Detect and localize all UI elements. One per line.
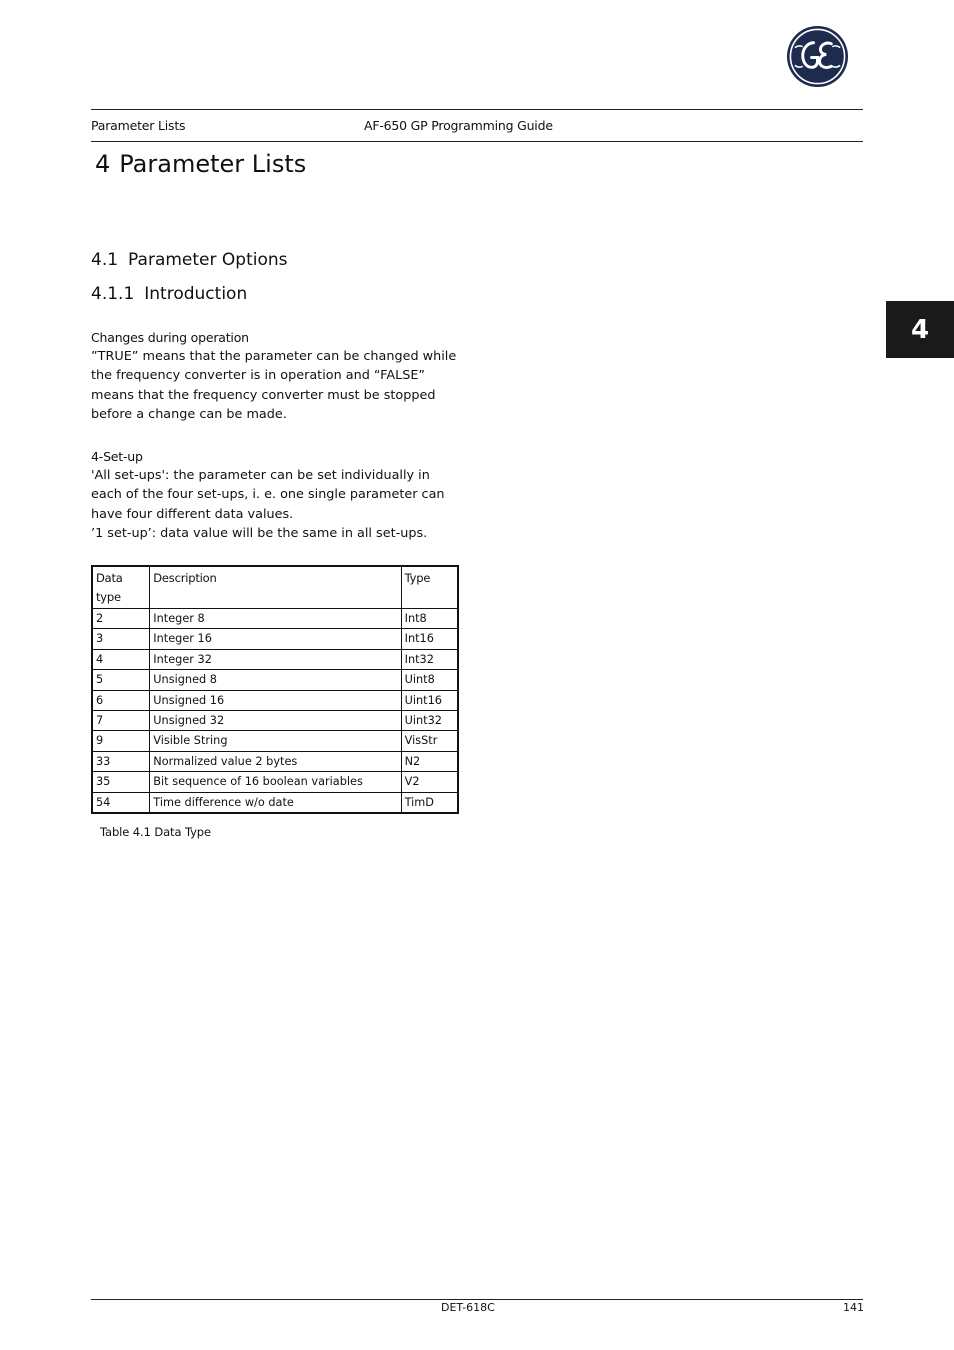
table-row <box>92 710 458 730</box>
table-row <box>92 670 458 690</box>
cell-type: V2 <box>401 772 458 792</box>
chapter-title-text: Parameter Lists <box>119 150 307 178</box>
table-caption: Table 4.1 Data Type <box>100 825 211 839</box>
cell-data-type: 33 <box>92 751 150 771</box>
changes-heading: Changes during operation <box>91 330 249 345</box>
cell-data-type: 7 <box>92 710 150 730</box>
table-row <box>92 772 458 792</box>
header-section: Parameter Lists <box>91 118 186 133</box>
header-top-rule <box>91 109 863 110</box>
header-type: Type <box>401 566 458 609</box>
page-number: 141 <box>843 1301 864 1314</box>
cell-description: Integer 16 <box>150 629 401 649</box>
chapter-number: 4 <box>95 150 111 178</box>
changes-paragraph: ”TRUE” means that the parameter can be changed while the frequency converter is in operation and “FALSE” means that the frequency converter must be stopped before a change can be made. <box>91 349 457 422</box>
cell-description: Integer 8 <box>150 609 401 629</box>
data-type-table <box>91 565 459 814</box>
header-bottom-rule <box>91 141 863 142</box>
footer-doc-id: DET-618C <box>441 1301 495 1314</box>
section-number: 4.1 <box>91 250 119 270</box>
subsection-title: Introduction <box>144 284 248 304</box>
section-heading-4-1-1 <box>91 284 247 304</box>
cell-data-type: 6 <box>92 690 150 710</box>
cell-description: Unsigned 32 <box>150 710 401 730</box>
footer-rule <box>91 1299 863 1300</box>
cell-type: TimD <box>401 792 458 813</box>
cell-type: VisStr <box>401 731 458 751</box>
cell-data-type: 54 <box>92 792 150 813</box>
cell-type: Int32 <box>401 649 458 669</box>
cell-data-type: 35 <box>92 772 150 792</box>
setup-paragraph-2: ’1 set-up’: data value will be the same in all set-ups. <box>91 526 428 541</box>
cell-description: Unsigned 16 <box>150 690 401 710</box>
table-row <box>92 649 458 669</box>
subsection-number: 4.1.1 <box>91 284 135 304</box>
ge-logo-icon <box>786 25 849 88</box>
header-data-type: Data type <box>92 566 150 609</box>
table-row <box>92 731 458 751</box>
header-guide-title: AF-650 GP Programming Guide <box>364 118 553 133</box>
header-description: Description <box>150 566 401 609</box>
cell-description: Visible String <box>150 731 401 751</box>
cell-description: Bit sequence of 16 boolean variables <box>150 772 401 792</box>
section-title: Parameter Options <box>128 250 288 270</box>
setup-paragraph-1: 'All set-ups': the parameter can be set individually in each of the four set-ups, i. e. one single parameter can have four different data values. <box>91 468 445 522</box>
table-row <box>92 609 458 629</box>
table-row <box>92 690 458 710</box>
cell-data-type: 4 <box>92 649 150 669</box>
cell-data-type: 5 <box>92 670 150 690</box>
chapter-tab-marker: 4 <box>886 301 954 358</box>
cell-type: N2 <box>401 751 458 771</box>
cell-type: Uint16 <box>401 690 458 710</box>
cell-data-type: 2 <box>92 609 150 629</box>
cell-description: Time difference w/o date <box>150 792 401 813</box>
table-row <box>92 751 458 771</box>
cell-type: Int8 <box>401 609 458 629</box>
cell-description: Integer 32 <box>150 649 401 669</box>
cell-description: Unsigned 8 <box>150 670 401 690</box>
cell-data-type: 3 <box>92 629 150 649</box>
cell-type: Uint32 <box>401 710 458 730</box>
cell-type: Int16 <box>401 629 458 649</box>
cell-description: Normalized value 2 bytes <box>150 751 401 771</box>
cell-type: Uint8 <box>401 670 458 690</box>
chapter-title <box>95 150 306 178</box>
setup-heading: 4-Set-up <box>91 449 143 464</box>
section-heading-4-1 <box>91 250 288 270</box>
table-header-row <box>92 566 458 609</box>
table-row <box>92 629 458 649</box>
table-row <box>92 792 458 813</box>
cell-data-type: 9 <box>92 731 150 751</box>
